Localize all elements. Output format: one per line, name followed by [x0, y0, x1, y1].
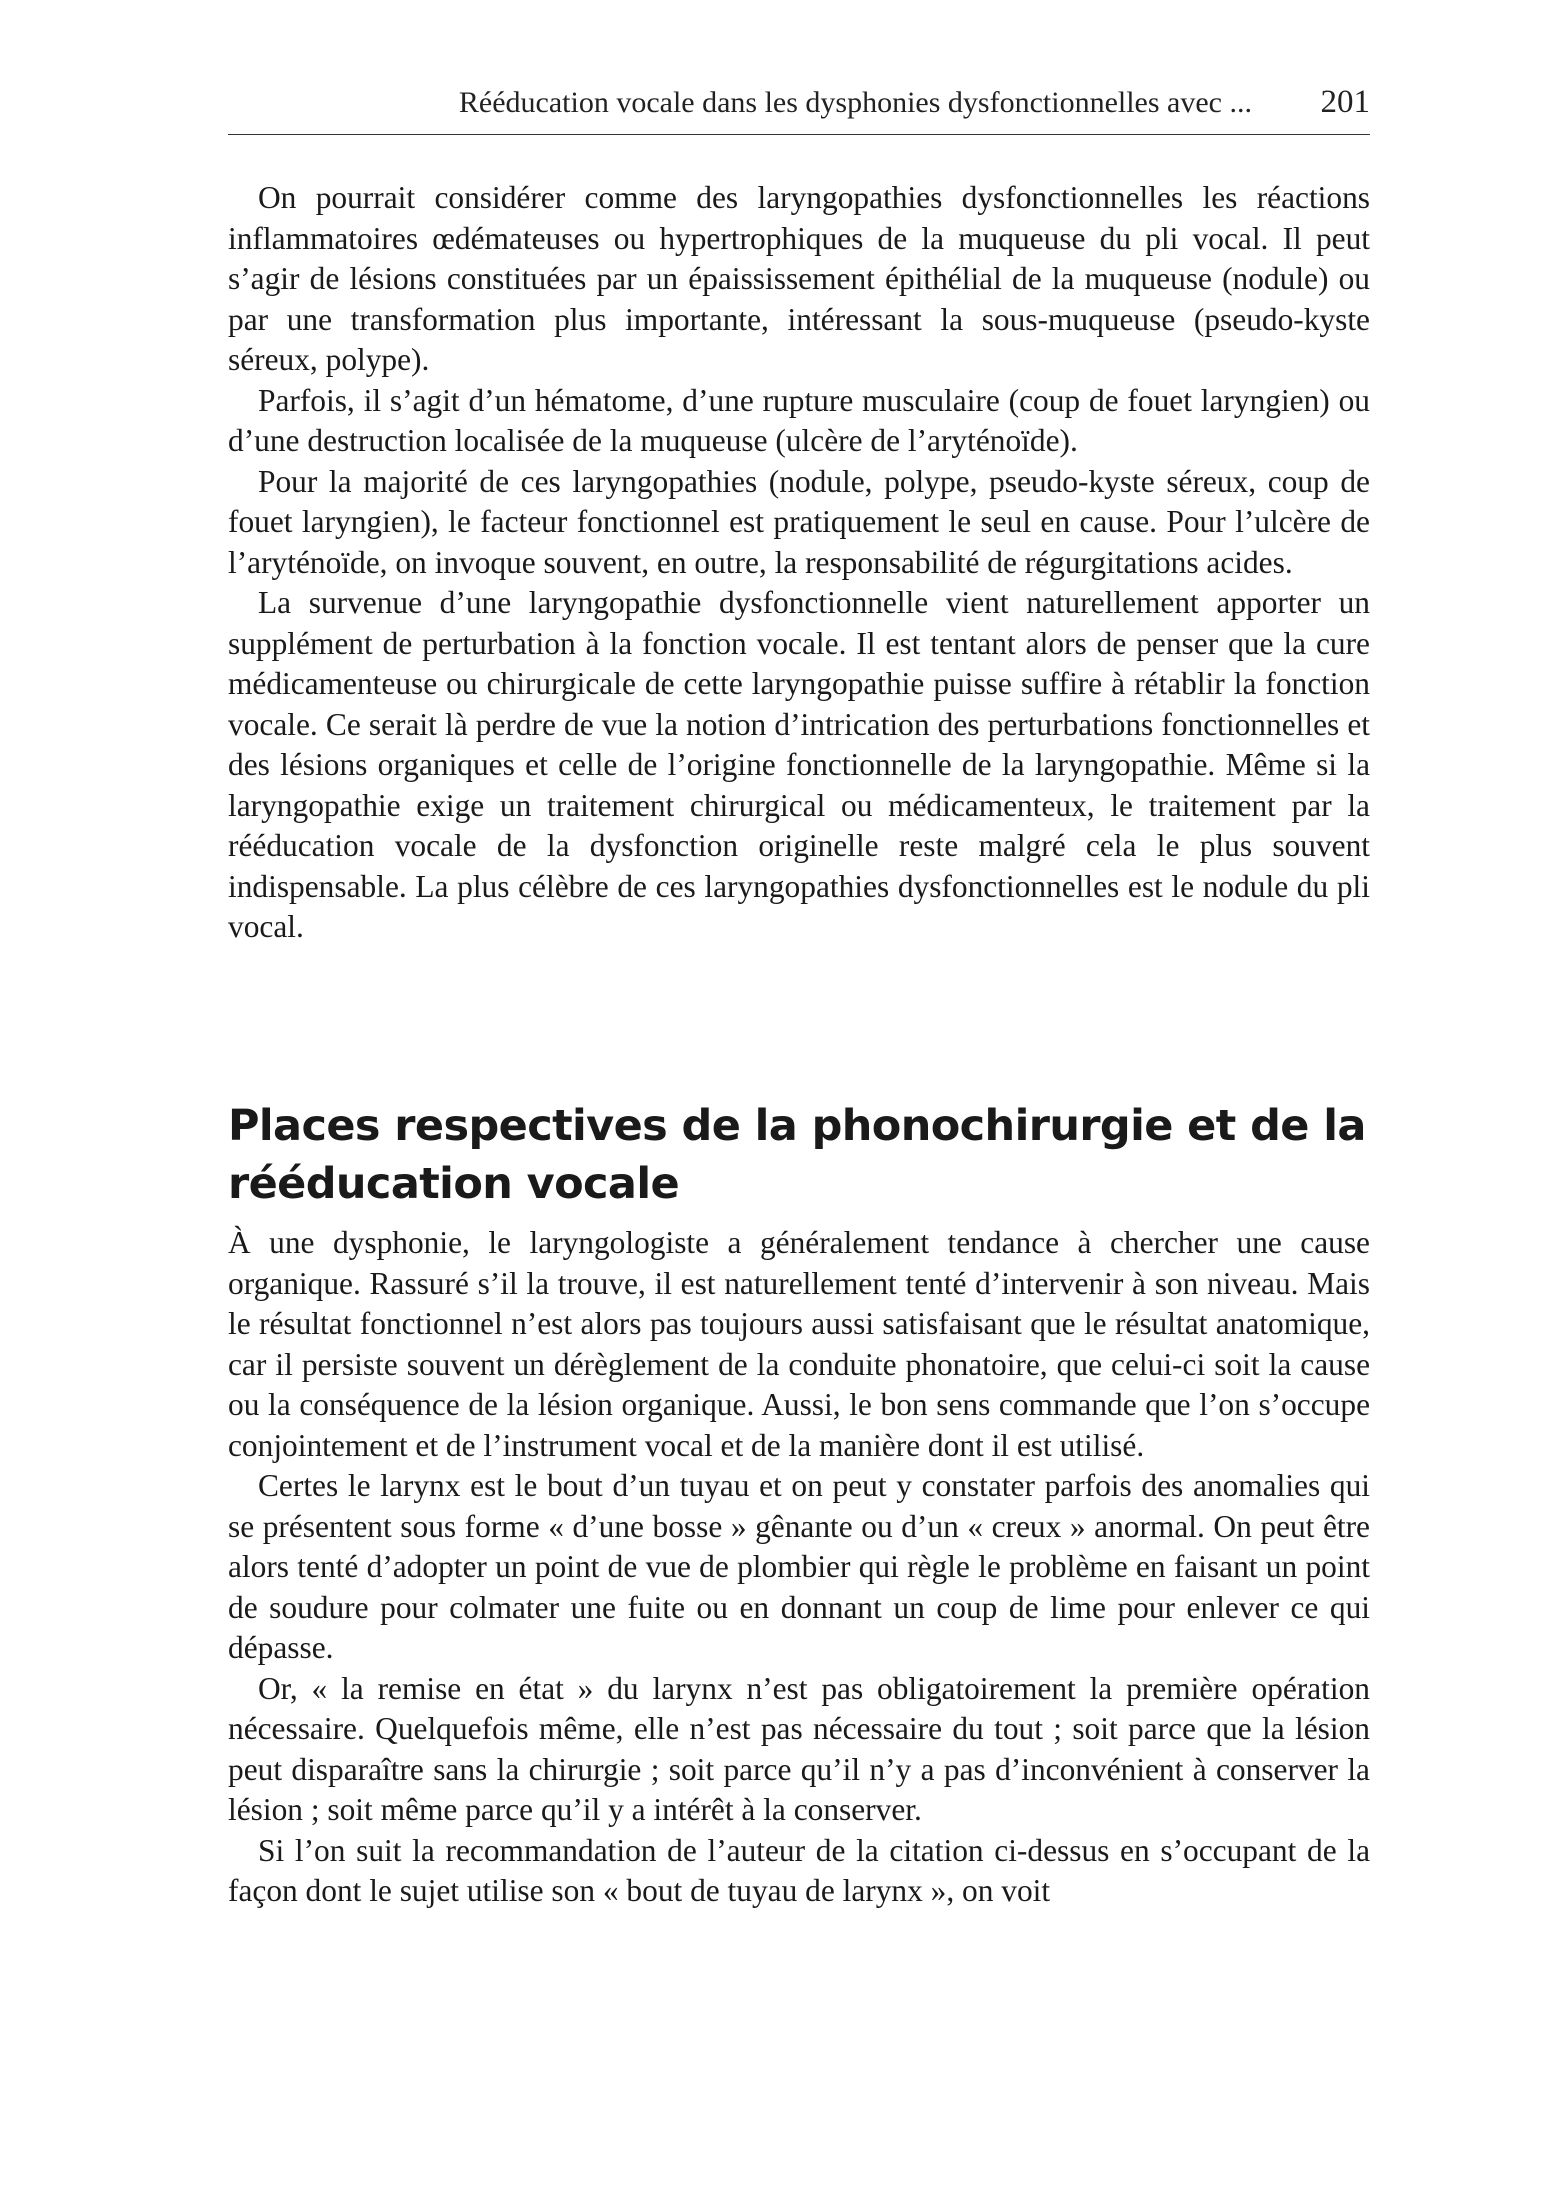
paragraph: À une dysphonie, le laryngologiste a généralement tendance à chercher une cause organique. Rassuré s’il la trouve, il est naturellement tenté d’intervenir à son niveau. Mais le résultat fonctionnel n’est alors pas toujours aussi satisfaisant que le résultat anatomique, car il persiste souvent un dérèglement de la conduite phonatoire, que celui-ci soit la cause ou la conséquence de la lésion organique. Aussi, le bon sens commande que l’on s’occupe conjointement et de l’instrument vocal et de la manière dont il est utilisé. [228, 1225, 1370, 1463]
paragraph: On pourrait considérer comme des laryngopathies dysfonctionnelles les réactions inflammatoires œdémateuses ou hypertrophiques de la muqueuse du pli vocal. Il peut s’agir de lésions constituées par un épaississement épithélial de la muqueuse (nodule) ou par une transformation plus importante, intéressant la sous-muqueuse (pseudo-kyste séreux, polype). [228, 180, 1370, 377]
paragraph: Or, « la remise en état » du larynx n’est pas obligatoirement la première opération nécessaire. Quelquefois même, elle n’est pas nécessaire du tout ; soit parce que la lésion peut disparaître sans la chirurgie ; soit parce qu’il n’y a pas d’inconvénient à conserver la lésion ; soit même parce qu’il y a intérêt à la conserver. [228, 1670, 1370, 1827]
paragraph: Certes le larynx est le bout d’un tuyau et on peut y constater parfois des anomalies qui se présentent sous forme « d’une bosse » gênante ou d’un « creux » anormal. On peut être alors tenté d’adopter un point de vue de plombier qui règle le problème en faisant un point de soudure pour colmater une fuite ou en donnant un coup de lime pour enlever ce qui dépasse. [228, 1468, 1370, 1665]
running-title: Rééducation vocale dans les dysphonies dysfonctionnelles avec ... [458, 86, 1252, 119]
section-heading [228, 1097, 1370, 1213]
running-header [228, 84, 1370, 135]
paragraph: Pour la majorité de ces laryngopathies (nodule, polype, pseudo-kyste séreux, coup de fouet laryngien), le facteur fonctionnel est pratiquement le seul en cause. Pour l’ulcère de l’aryténoïde, on invoque souvent, en outre, la responsabilité de régurgitations acides. [228, 463, 1370, 580]
section-heading-line: rééducation vocale [228, 1159, 680, 1209]
paragraph: Si l’on suit la recommandation de l’auteur de la citation ci-dessus en s’occupant de la façon dont le sujet utilise son « bout de tuyau de larynx », on voit [228, 1832, 1370, 1908]
paragraph: La survenue d’une laryngopathie dysfonctionnelle vient naturellement apporter un supplément de perturbation à la fonction vocale. Il est tentant alors de penser que la cure médicamenteuse ou chirurgicale de cette laryngopathie puisse suffire à rétablir la fonction vocale. Ce serait là perdre de vue la notion d’intrication des perturbations fonctionnelles et des lésions organiques et celle de l’origine fonctionnelle de la laryngopathie. Même si la laryngopathie exige un traitement chirurgical ou médicamenteux, le traitement par la rééducation vocale de la dysfonction originelle reste malgré cela le plus souvent indispensable. La plus célèbre de ces laryngopathies dysfonctionnelles est le nodule du pli vocal. [228, 585, 1370, 944]
paragraph: Parfois, il s’agit d’un hématome, d’une rupture musculaire (coup de fouet laryngien) ou d’une destruction localisée de la muqueuse (ulcère de l’aryténoïde). [228, 382, 1370, 458]
page-number: 201 [1320, 84, 1370, 120]
section-heading-line: Places respectives de la phonochirurgie et de la [228, 1101, 1366, 1151]
section-text-block [228, 1223, 1370, 1912]
intro-text-block [228, 178, 1370, 948]
